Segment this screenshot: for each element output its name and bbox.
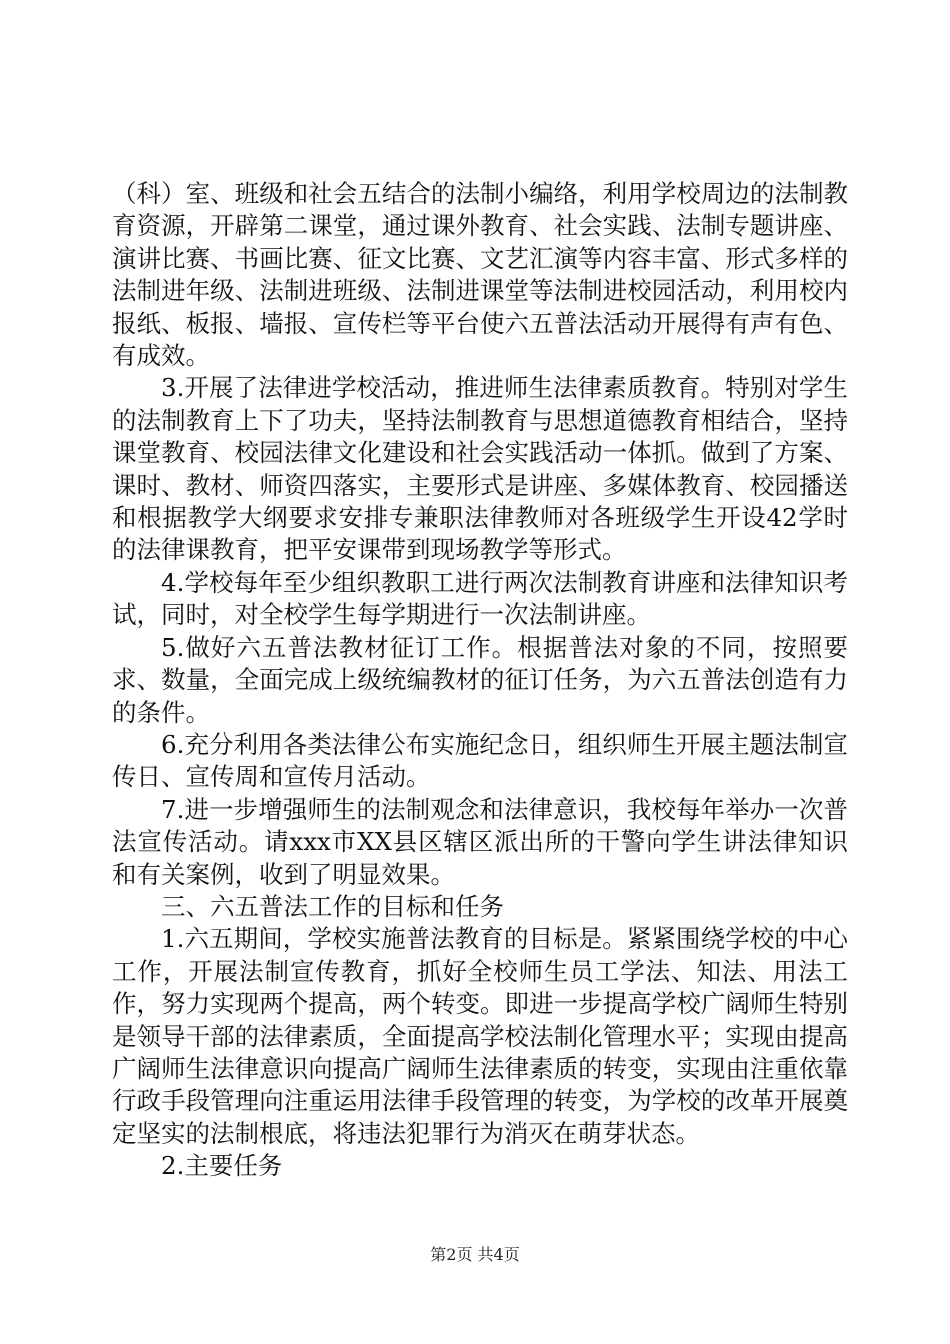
paragraph-item-5: 5.做好六五普法教材征订工作。根据普法对象的不同，按照要求、数量，全面完成上级统编教材的征订任务，为六五普法创造有力的条件。	[112, 632, 848, 727]
paragraph-item-7: 7.进一步增强师生的法制观念和法律意识，我校每年举办一次普法宣传活动。请xxx市XX县区辖区派出所的干警向学生讲法律知识和有关案例，收到了明显效果。	[112, 794, 848, 889]
paragraph-goal-1: 1.六五期间，学校实施普法教育的目标是。紧紧围绕学校的中心工作，开展法制宣传教育，抓好全校师生员工学法、知法、用法工作，努力实现两个提高，两个转变。即进一步提高学校广阔师生特别是领导干部的法律素质，全面提高学校法制化管理水平；实现由提高广阔师生法律意识向提高广阔师生法律素质的转变，实现由注重依靠行政手段管理向注重运用法律手段管理的转变，为学校的改革开展奠定坚实的法制根底，将违法犯罪行为消灭在萌芽状态。	[112, 924, 848, 1148]
paragraph-main-tasks: 2.主要任务	[161, 1151, 283, 1181]
page-footer: 第2页 共4页	[430, 1245, 520, 1264]
section-heading-3: 三、六五普法工作的目标和任务	[161, 891, 504, 921]
paragraph-item-4: 4.学校每年至少组织教职工进行两次法制教育讲座和法律知识考试，同时，对全校学生每学期进行一次法制讲座。	[112, 567, 848, 630]
document-body	[112, 178, 848, 1183]
paragraph-item-3: 3.开展了法律进学校活动，推进师生法律素质教育。特别对学生的法制教育上下了功夫，坚持法制教育与思想道德教育相结合，坚持课堂教育、校园法律文化建设和社会实践活动一体抓。做到了方案、课时、教材、师资四落实，主要形式是讲座、多媒体教育、校园播送和根据教学大纲要求安排专兼职法律教师对各班级学生开设42学时的法律课教育，把平安课带到现场教学等形式。	[112, 373, 848, 565]
paragraph-item-6: 6.充分利用各类法律公布实施纪念日，组织师生开展主题法制宣传日、宣传周和宣传月活动。	[112, 729, 848, 792]
paragraph-continuation: （科）室、班级和社会五结合的法制小编络，利用学校周边的法制教育资源，开辟第二课堂，通过课外教育、社会实践、法制专题讲座、演讲比赛、书画比赛、征文比赛、文艺汇演等内容丰富、形式多样的法制进年级、法制进班级、法制进课堂等法制进校园活动，利用校内报纸、板报、墙报、宣传栏等平台使六五普法活动开展得有声有色、有成效。	[112, 179, 848, 371]
